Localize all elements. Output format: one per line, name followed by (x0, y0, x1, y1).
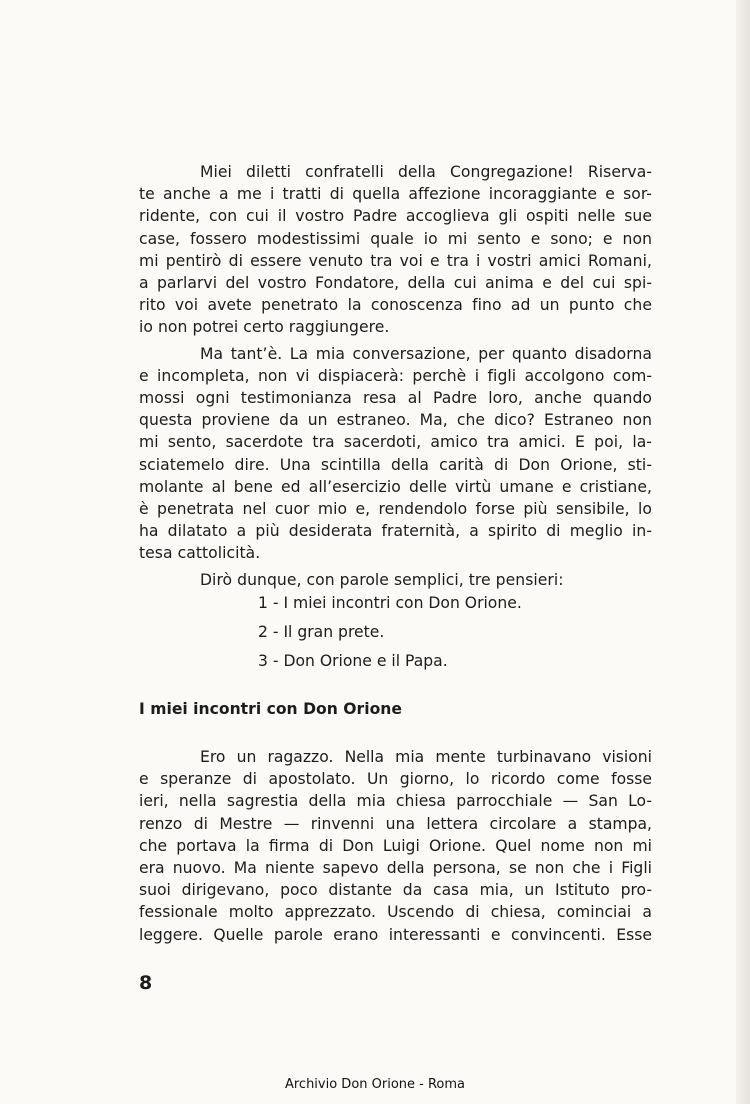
text-line: Miei diletti confratelli della Congregazione! Riserva- (200, 163, 652, 181)
text-line: mi sento, sacerdote tra sacerdoti, amico tra amici. E poi, la- (139, 433, 652, 452)
text-line: fessionale molto apprezzato. Uscendo di chiesa, cominciai a (139, 903, 652, 922)
list-item: 1 - I miei incontri con Don Orione. (258, 594, 522, 612)
text-line: a parlarvi del vostro Fondatore, della cui anima e del cui spi- (139, 274, 652, 293)
outline-list (258, 589, 522, 676)
paragraph-conversation (139, 343, 652, 565)
text-line: molante al bene ed all’esercizio delle virtù umane e cristiane, (139, 477, 652, 496)
text-line: questa proviene da un estraneo. Ma, che dico? Estraneo non (139, 411, 652, 430)
text-line: sciatemelo dire. Una scintilla della carità di Don Orione, sti- (139, 455, 652, 474)
paragraph-intro-list (139, 569, 652, 591)
list-item: 3 - Don Orione e il Papa. (258, 652, 448, 670)
text-line: leggere. Quelle parole erano interessanti e convincenti. Esse (139, 925, 652, 944)
text-line: rito voi avete penetrato la conoscenza fino ad un punto che (139, 296, 652, 315)
text-line: io non potrei certo raggiungere. (139, 318, 390, 337)
text-line: tesa cattolicità. (139, 544, 261, 563)
text-line: era nuovo. Ma niente sapevo della persona, se non che i Figli (139, 859, 652, 878)
section-heading: I miei incontri con Don Orione (139, 700, 402, 718)
text-line: mi pentirò di essere venuto tra voi e tra i vostri amici Romani, (139, 251, 652, 270)
text-line: Ero un ragazzo. Nella mia mente turbinavano visioni (200, 748, 652, 766)
archive-footer: Archivio Don Orione - Roma (284, 1077, 466, 1092)
text-line: ha dilatato a più desiderata fraternità, a spirito di meglio in- (139, 522, 652, 541)
page-number: 8 (139, 972, 153, 994)
body-text-top (139, 161, 652, 591)
text-line: è penetrata nel cuor mio e, rendendolo forse più sensibile, lo (139, 500, 652, 519)
text-line: Dirò dunque, con parole semplici, tre pensieri: (200, 570, 564, 589)
text-line: ieri, nella sagrestia della mia chiesa parrocchiale — San Lo- (139, 792, 652, 811)
text-line: Ma tant’è. La mia conversazione, per quanto disadorna (200, 344, 652, 363)
list-item: 2 - Il gran prete. (258, 623, 385, 641)
paragraph-memory (139, 746, 652, 946)
text-line: suoi dirigevano, poco distante da casa mia, un Istituto pro- (139, 881, 652, 900)
text-line: e speranze di apostolato. Un giorno, lo ricordo come fosse (139, 770, 652, 789)
text-line: te anche a me i tratti di quella affezione incoraggiante e sor- (139, 185, 652, 204)
text-line: renzo di Mestre — rinvenni una lettera circolare a stampa, (139, 814, 652, 833)
text-line: ridente, con cui il vostro Padre accoglieva gli ospiti nelle sue (139, 207, 652, 226)
text-line: e incompleta, non vi dispiacerà: perchè i figli accolgono com- (139, 366, 652, 385)
text-line: che portava la firma di Don Luigi Orione. Quel nome non mi (139, 836, 652, 855)
body-text-bottom (139, 746, 652, 946)
paragraph-greeting (139, 161, 652, 339)
text-line: case, fossero modestissimi quale io mi sento e sono; e non (139, 229, 652, 248)
text-line: mossi ogni testimonianza resa al Padre loro, anche quando (139, 389, 652, 408)
page-edge (736, 0, 750, 1104)
